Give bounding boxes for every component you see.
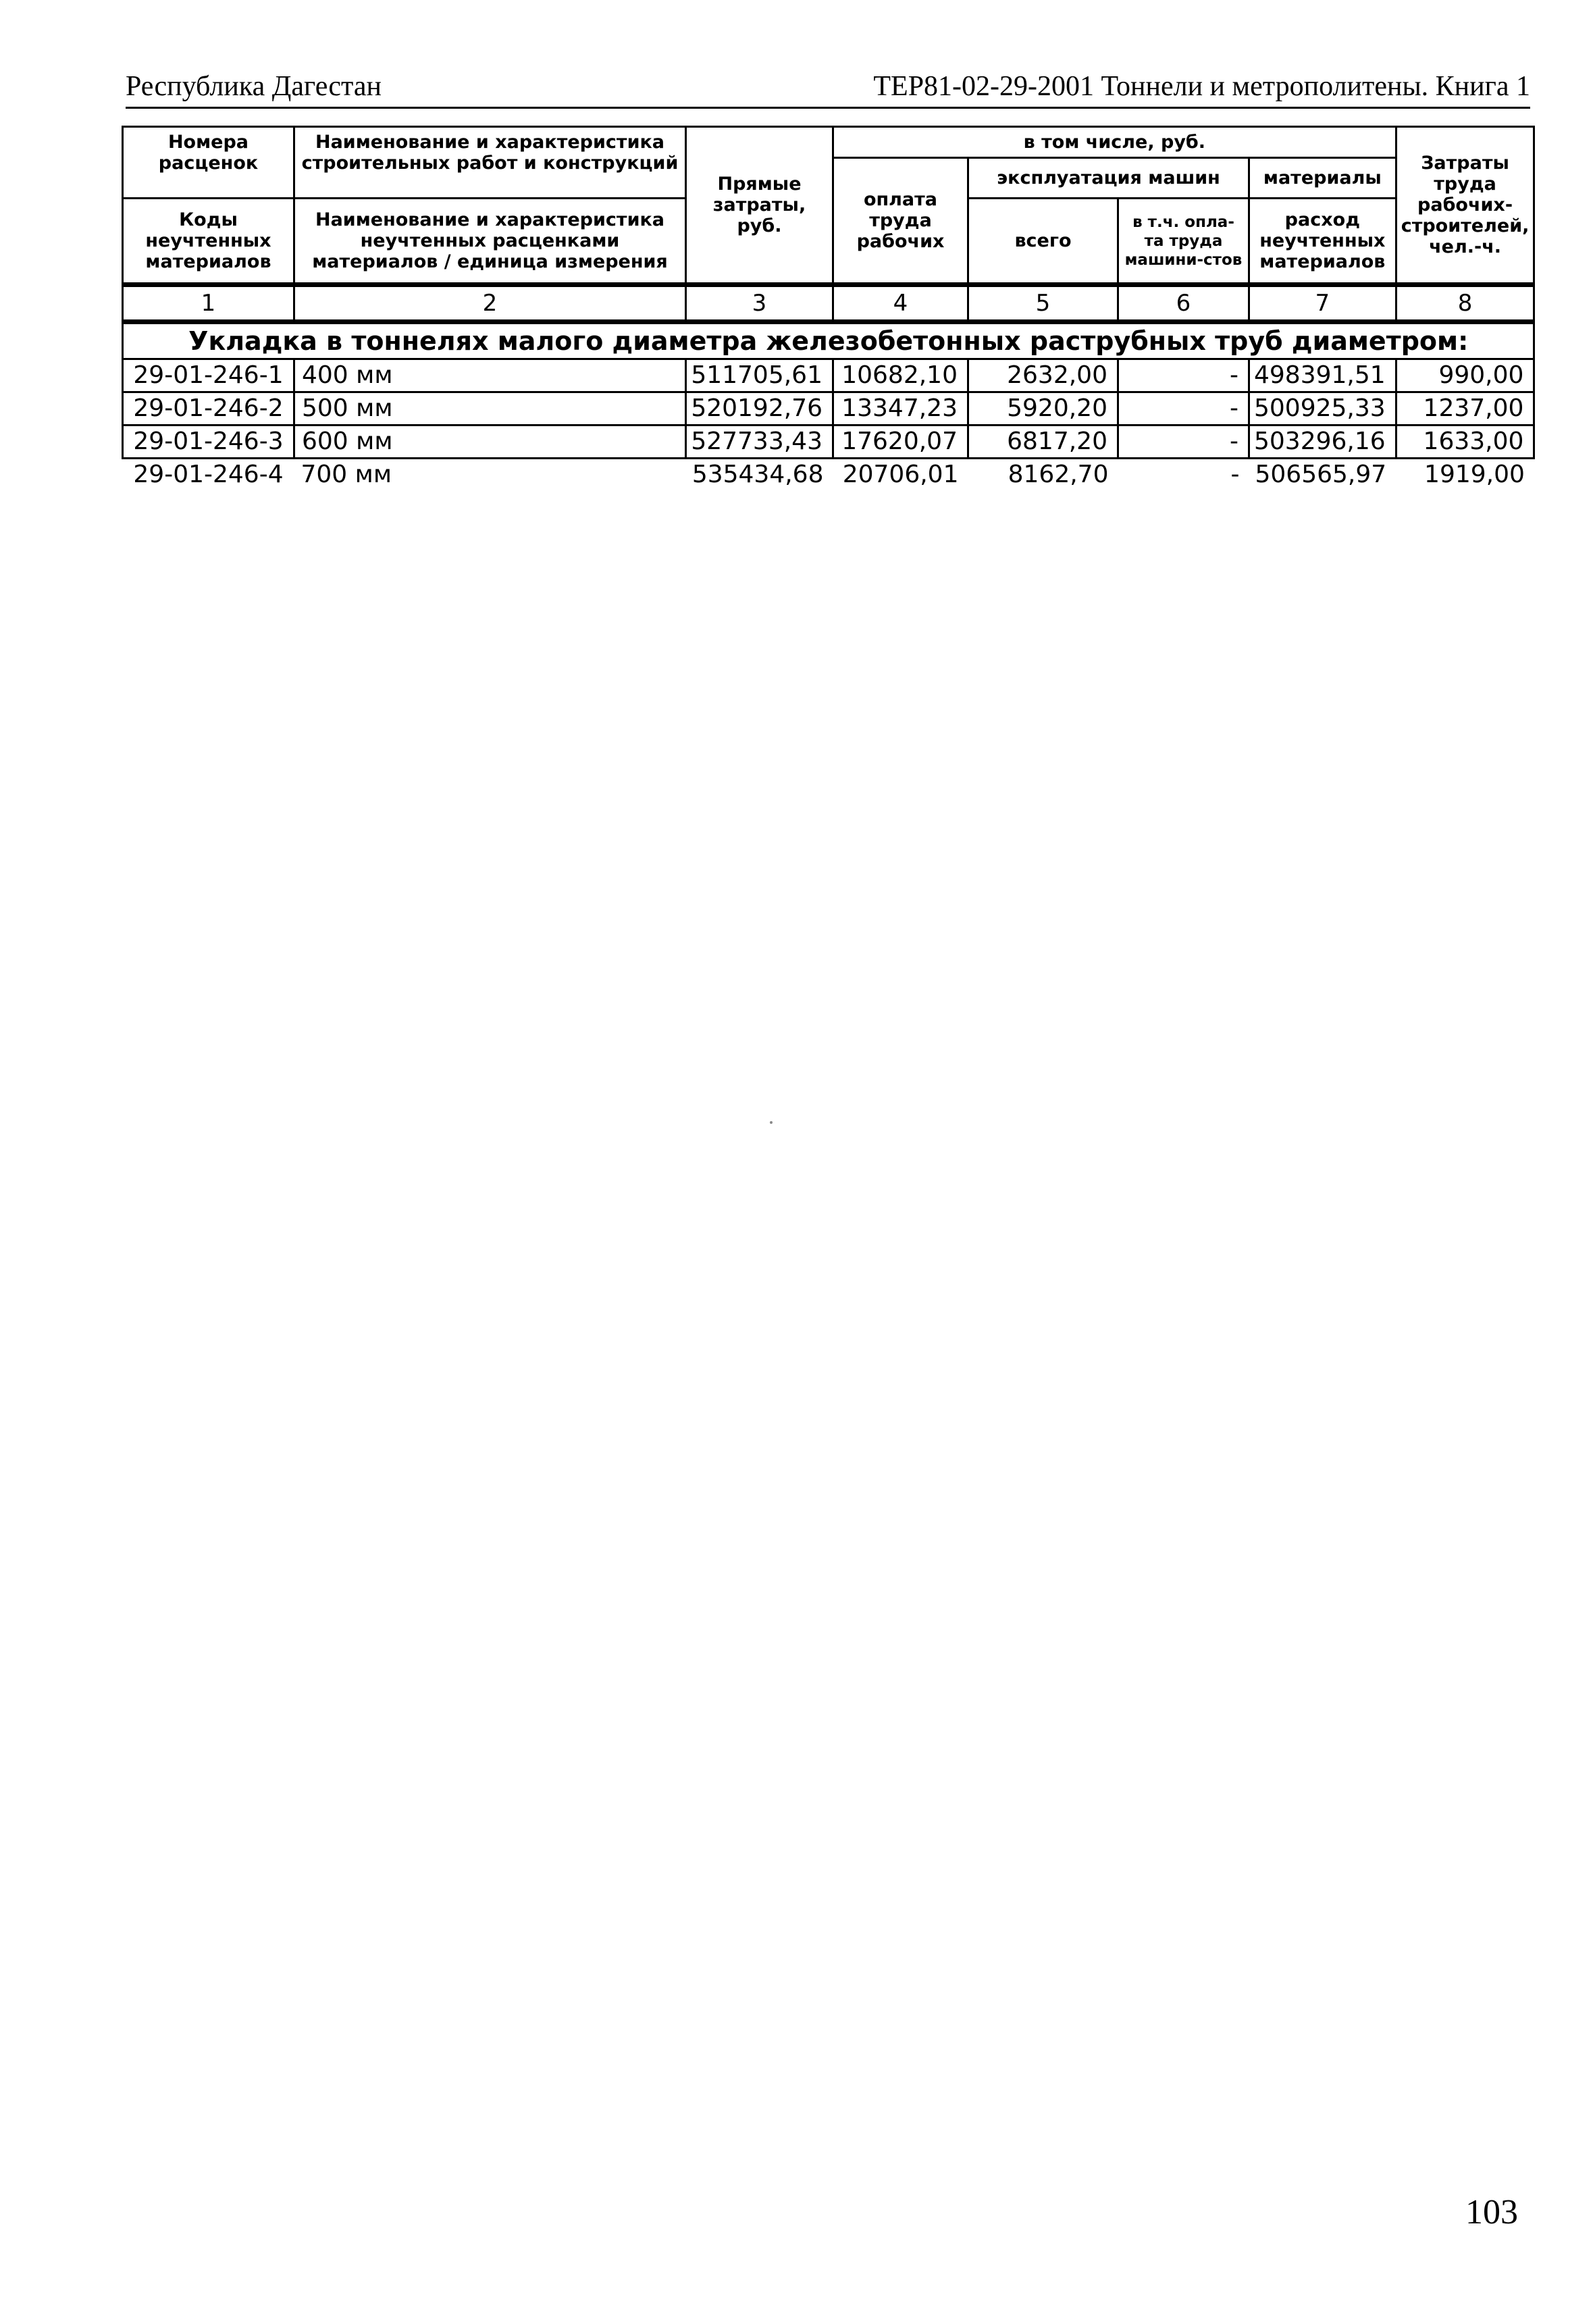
machines-total: 8162,70 [1008, 461, 1109, 488]
header-including: в том числе, руб. [833, 127, 1396, 158]
header-unaccounted-materials: расход неучтенных материалов [1249, 199, 1396, 285]
tariff-table [122, 126, 1535, 490]
machinist-pay: - [1118, 425, 1249, 459]
direct-costs: 520192,76 [686, 392, 833, 425]
labor-pay: 17620,07 [833, 425, 968, 459]
table-row [123, 425, 1534, 459]
page-number: 103 [1465, 2193, 1518, 2231]
materials-cost: 498391,51 [1249, 359, 1396, 392]
table-row [123, 359, 1534, 392]
labor-pay: 20706,01 [842, 461, 959, 488]
labor-hours: 1919,00 [1424, 461, 1525, 488]
materials-cost: 506565,97 [1255, 461, 1387, 488]
scan-speck [770, 1121, 773, 1124]
work-name: 400 мм [294, 359, 686, 392]
rate-code: 29-01-246-3 [123, 425, 294, 459]
table-row [123, 459, 1534, 491]
materials-cost: 503296,16 [1249, 425, 1396, 459]
header-work-name: Наименование и характеристика строительных работ и конструкций [294, 127, 686, 199]
materials-cost: 500925,33 [1249, 392, 1396, 425]
direct-costs: 527733,43 [686, 425, 833, 459]
header-material-names: Наименование и характеристика неучтенных расценками материалов / единица измерения [294, 199, 686, 285]
machines-total: 2632,00 [968, 359, 1118, 392]
machinist-pay: - [1230, 461, 1240, 488]
work-name: 500 мм [294, 392, 686, 425]
header-divider [126, 107, 1530, 109]
rate-code: 29-01-246-1 [123, 359, 294, 392]
rate-code: 29-01-246-4 [133, 461, 284, 488]
labor-pay: 10682,10 [833, 359, 968, 392]
machinist-pay: - [1118, 359, 1249, 392]
column-number: 3 [686, 285, 833, 322]
machinist-pay: - [1118, 392, 1249, 425]
direct-costs: 511705,61 [686, 359, 833, 392]
column-number: 4 [833, 285, 968, 322]
page-header [126, 66, 1530, 107]
header-machine-operation: эксплуатация машин [968, 158, 1249, 199]
table-row [123, 392, 1534, 425]
header-materials: материалы [1249, 158, 1396, 199]
direct-costs: 535434,68 [691, 461, 824, 488]
header-machinist-pay: в т.ч. опла-та труда машини-стов [1118, 199, 1249, 285]
header-labor-pay: оплата труда рабочих [833, 158, 968, 285]
work-name: 700 мм [301, 461, 392, 488]
header-region: Республика Дагестан [126, 71, 382, 102]
column-number: 8 [1396, 285, 1534, 322]
machines-total: 5920,20 [968, 392, 1118, 425]
labor-hours: 1633,00 [1396, 425, 1534, 459]
column-number: 6 [1118, 285, 1249, 322]
header-machines-total: всего [968, 199, 1118, 285]
column-number: 1 [123, 285, 294, 322]
work-name: 600 мм [294, 425, 686, 459]
column-numbers-row [123, 285, 1534, 322]
machines-total: 6817,20 [968, 425, 1118, 459]
section-row [123, 322, 1534, 359]
labor-hours: 1237,00 [1396, 392, 1534, 425]
labor-pay: 13347,23 [833, 392, 968, 425]
rate-code: 29-01-246-2 [123, 392, 294, 425]
header-direct-costs: Прямые затраты, руб. [686, 127, 833, 285]
labor-hours: 990,00 [1396, 359, 1534, 392]
header-document-title: ТЕР81-02-29-2001 Тоннели и метрополитены. Книга 1 [873, 71, 1530, 102]
header-material-codes: Коды неучтенных материалов [123, 199, 294, 285]
column-number: 5 [968, 285, 1118, 322]
header-labor-costs: Затраты труда рабочих-строителей, чел.-ч. [1396, 127, 1534, 285]
column-number: 7 [1249, 285, 1396, 322]
column-number: 2 [294, 285, 686, 322]
section-title: Укладка в тоннелях малого диаметра железобетонных раструбных труб диаметром: [123, 322, 1534, 359]
header-rate-numbers: Номера расценок [123, 127, 294, 199]
